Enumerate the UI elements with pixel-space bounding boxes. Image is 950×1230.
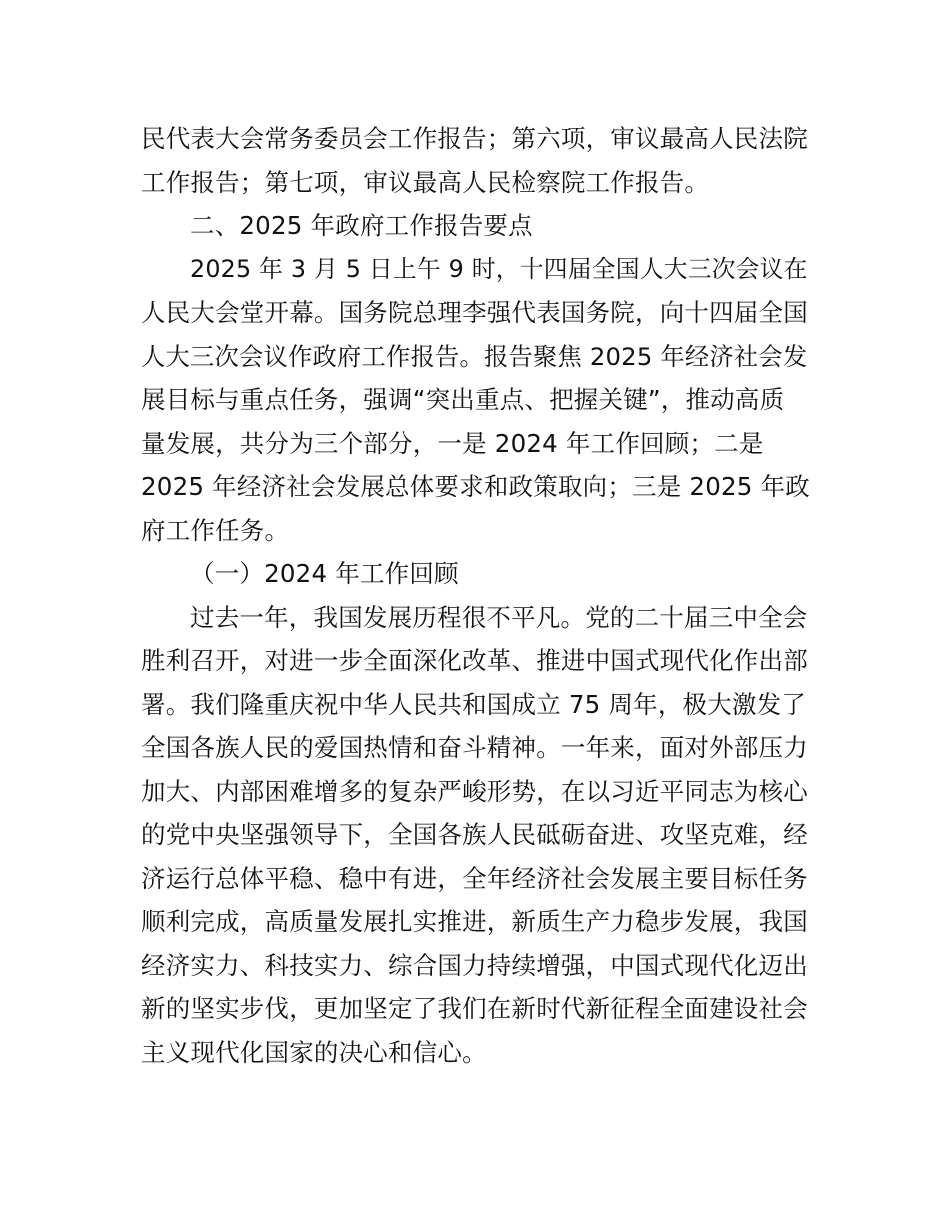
text-line: 胜利召开，对进一步全面深化改革、推进中国式现代化作出部 — [141, 646, 808, 675]
text-line: 量发展，共分为三个部分，一是 2024 年工作回顾；二是 — [141, 428, 764, 458]
paragraph-start: 过去一年，我国发展历程很不平凡。党的二十届三中全会 — [190, 602, 808, 632]
text-line: 济运行总体平稳、稳中有进，全年经济社会发展主要目标任务 — [141, 863, 808, 893]
text-line: 工作报告；第七项，审议最高人民检察院工作报告。 — [141, 167, 710, 197]
text-line: 顺利完成，高质量发展扎实推进，新质生产力稳步发展，我国 — [141, 907, 808, 936]
text-line: 民代表大会常务委员会工作报告；第六项，审议最高人民法院 — [141, 124, 808, 153]
text-line: 署。我们隆重庆祝中华人民共和国成立 75 周年，极大激发了 — [141, 689, 807, 719]
text-line: 展目标与重点任务，强调“突出重点、把握关键”，推动高质 — [141, 385, 785, 414]
text-line: 经济实力、科技实力、综合国力持续增强，中国式现代化迈出 — [141, 950, 808, 980]
section-heading: 二、2025 年政府工作报告要点 — [190, 211, 533, 240]
text-line: 府工作任务。 — [141, 515, 290, 545]
paragraph-start: 2025 年 3 月 5 日上午 9 时，十四届全国人大三次会议在 — [190, 254, 808, 283]
text-line: 主义现代化国家的决心和信心。 — [141, 1037, 487, 1067]
text-line: 全国各族人民的爱国热情和奋斗精神。一年来，面对外部压力 — [141, 733, 808, 762]
text-line: 人大三次会议作政府工作报告。报告聚焦 2025 年经济社会发 — [141, 341, 808, 371]
subsection-heading: （一）2024 年工作回顾 — [190, 559, 459, 588]
document-body — [141, 117, 811, 1074]
text-line: 2025 年经济社会发展总体要求和政策取向；三是 2025 年政 — [141, 472, 810, 501]
text-line: 新的坚实步伐，更加坚定了我们在新时代新征程全面建设社会 — [141, 994, 808, 1023]
text-line: 的党中央坚强领导下，全国各族人民砥砺奋进、攻坚克难，经 — [141, 820, 808, 849]
text-line: 加大、内部困难增多的复杂严峻形势，在以习近平同志为核心 — [141, 776, 808, 806]
text-line: 人民大会堂开幕。国务院总理李强代表国务院，向十四届全国 — [141, 298, 808, 327]
